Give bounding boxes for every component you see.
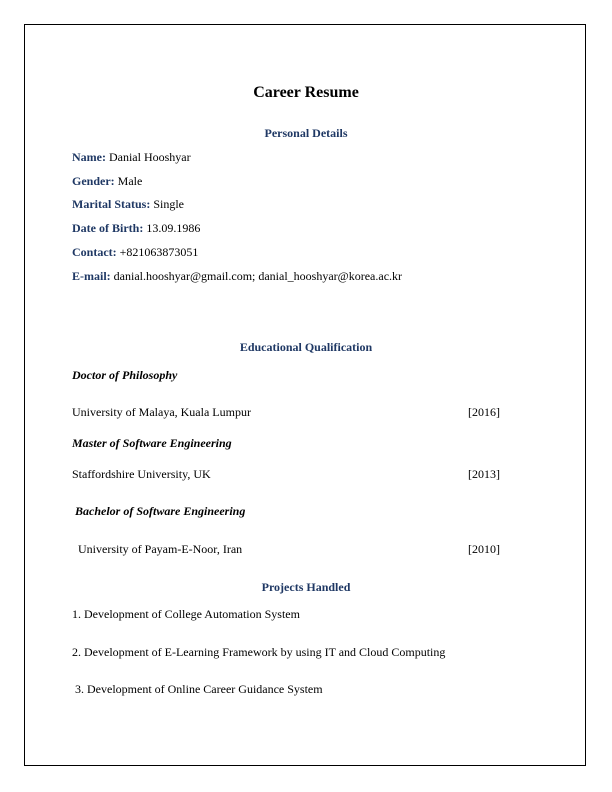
gender-label: Gender: (72, 174, 115, 188)
email-field (72, 269, 402, 284)
institution-masters: Staffordshire University, UK (72, 467, 211, 481)
name-value: Danial Hooshyar (108, 150, 191, 164)
gender-value: Male (117, 174, 143, 188)
page-title: Career Resume (253, 84, 359, 101)
project-item-3: 3. Development of Online Career Guidance System (75, 682, 323, 696)
marital-status-label: Marital Status: (72, 197, 151, 211)
personal-details-heading: Personal Details (264, 126, 348, 140)
marital-status-value: Single (153, 197, 184, 211)
date-of-birth-label: Date of Birth: (72, 221, 144, 235)
email-label: E-mail: (72, 269, 111, 283)
year-bachelors: [2010] (468, 542, 500, 556)
institution-bachelors: University of Payam-E-Noor, Iran (78, 542, 243, 556)
year-masters: [2013] (468, 467, 500, 481)
contact-field (72, 245, 198, 260)
degree-phd: Doctor of Philosophy (72, 368, 178, 382)
marital-status-field (72, 197, 184, 212)
project-item-1: 1. Development of College Automation System (72, 607, 300, 621)
degree-masters: Master of Software Engineering (72, 436, 232, 450)
contact-value: +821063873051 (119, 245, 199, 259)
degree-bachelors: Bachelor of Software Engineering (75, 504, 246, 518)
contact-label: Contact: (72, 245, 117, 259)
name-field (72, 150, 191, 165)
project-item-2: 2. Development of E-Learning Framework by using IT and Cloud Computing (72, 645, 446, 659)
projects-heading: Projects Handled (261, 580, 351, 594)
date-of-birth-field (72, 221, 200, 236)
gender-field (72, 174, 142, 189)
education-heading: Educational Qualification (239, 340, 373, 354)
date-of-birth-value: 13.09.1986 (146, 221, 201, 235)
email-value: danial.hooshyar@gmail.com; danial_hooshyar@korea.ac.kr (113, 269, 403, 283)
name-label: Name: (72, 150, 106, 164)
institution-phd: University of Malaya, Kuala Lumpur (72, 405, 251, 419)
year-phd: [2016] (468, 405, 500, 419)
